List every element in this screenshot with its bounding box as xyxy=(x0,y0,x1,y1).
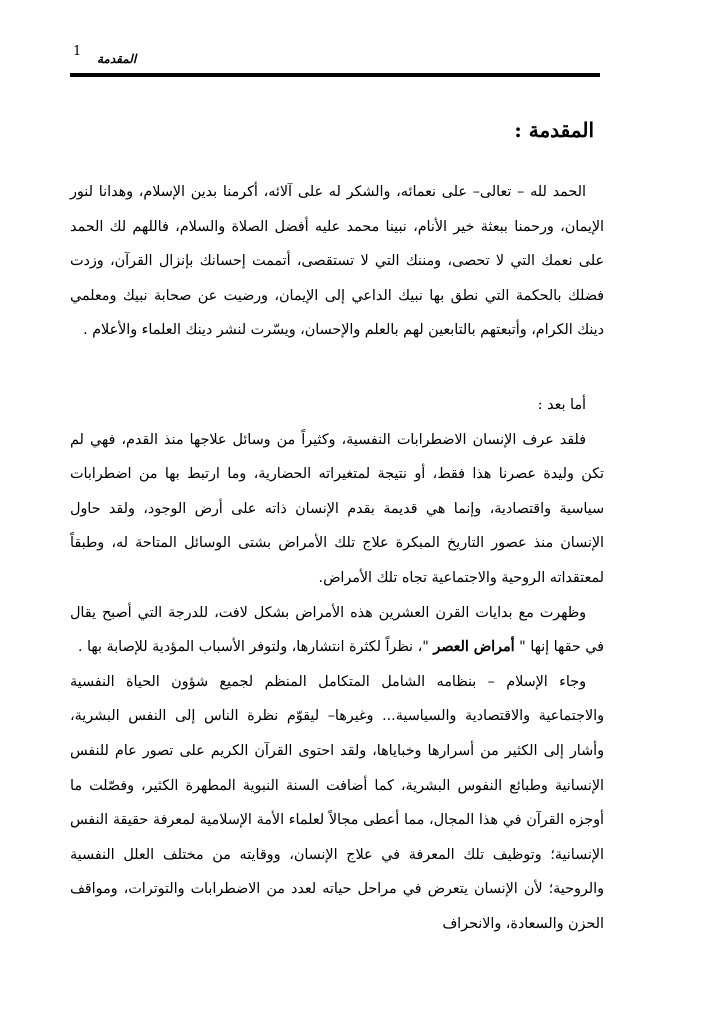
paragraph-gap xyxy=(70,348,604,388)
intro-paragraph: الحمد لله – تعالى– على نعمائه، والشكر له على آلائه، أكرمنا بدين الإسلام، وهدانا لنور الإيمان، ورحمنا ببعثة خير الأنام، نبينا محمد عليه أفضل الصلاة والسلام، فاللهم لك الحمد على نعمك التي لا تحصى، ومننك التي لا تستقصى، أتممت إحسانك بإنزال القرآن، وزدت فضلك بالحكمة التي نطق بها نبيك الداعي إلى الإيمان، ورضيت عن صحابة نبيك ومعلمي دينك الكرام، وأتبعتهم بالتابعين لهم بالعلم والإحسان، ويسّرت لنشر دينك العلماء والأعلام . xyxy=(70,184,604,339)
running-header-title: المقدمة xyxy=(97,52,137,66)
paragraph-3-before: وظهرت مع بدايات القرن العشرين هذه الأمراض بشكل لافت، للدرجة التي أصبح يقال في حقها إنها " xyxy=(70,604,604,656)
ama-bad-label: أما بعد : xyxy=(537,396,586,413)
paragraph-2: فلقد عرف الإنسان الاضطرابات النفسية، وكثيراً من وسائل علاجها منذ القدم، فهي لم تكن وليدة عصرنا هذا فقط، أو نتيجة لمتغيراته الحضارية، وما ارتبط بها من اضطرابات سياسية واقتصادية، وإنما هي قديمة بقدم الإنسان ذاته على أرض الوجود، ولقد حاول الإنسان منذ عصور التاريخ المبكرة علاج تلك الأمراض بشتى الوسائل المتاحة له، وطبقاً لمعتقداته الروحية والاجتماعية تجاه تلك الأمراض. xyxy=(70,431,604,586)
paragraph-3 xyxy=(70,596,604,665)
body-text xyxy=(70,175,604,941)
section-heading: المقدمة : xyxy=(514,118,594,142)
header-rule xyxy=(70,73,600,77)
paragraph-3-after: "، نظراً لكثرة انتشارها، ولتوفر الأسباب المؤدية للإصابة بها . xyxy=(77,639,434,656)
paragraph-3-emphasis: أمراض العصر xyxy=(433,639,515,656)
paragraph-4: وجاء الإسلام – بنظامه الشامل المتكامل المنظم لجميع شؤون الحياة النفسية والاجتماعية والاقتصادية والسياسية... وغيرها– ليقوّم نظرة الناس إلى النفس البشرية، وأشار إلى الكثير من أسرارها وخباياها، ولقد احتوى القرآن الكريم على تصور عام للنفس الإنسانية وطبائع النفوس البشرية، كما أضافت السنة النبوية المطهرة الكثير، وفصّلت ما أوجزه القرآن في هذا المجال، مما أعطى مجالاً لعلماء الأمة الإسلامية لمعرفة حقيقة النفس الإنسانية؛ وتوظيف تلك المعرفة في علاج الإنسان، ووقايته من مختلف العلل النفسية والروحية؛ لأن الإنسان يتعرض في مراحل حياته لعدد من الاضطرابات والتوترات، ومواقف الحزن والسعادة، والانحراف xyxy=(70,673,604,932)
page-number: 1 xyxy=(73,44,82,59)
